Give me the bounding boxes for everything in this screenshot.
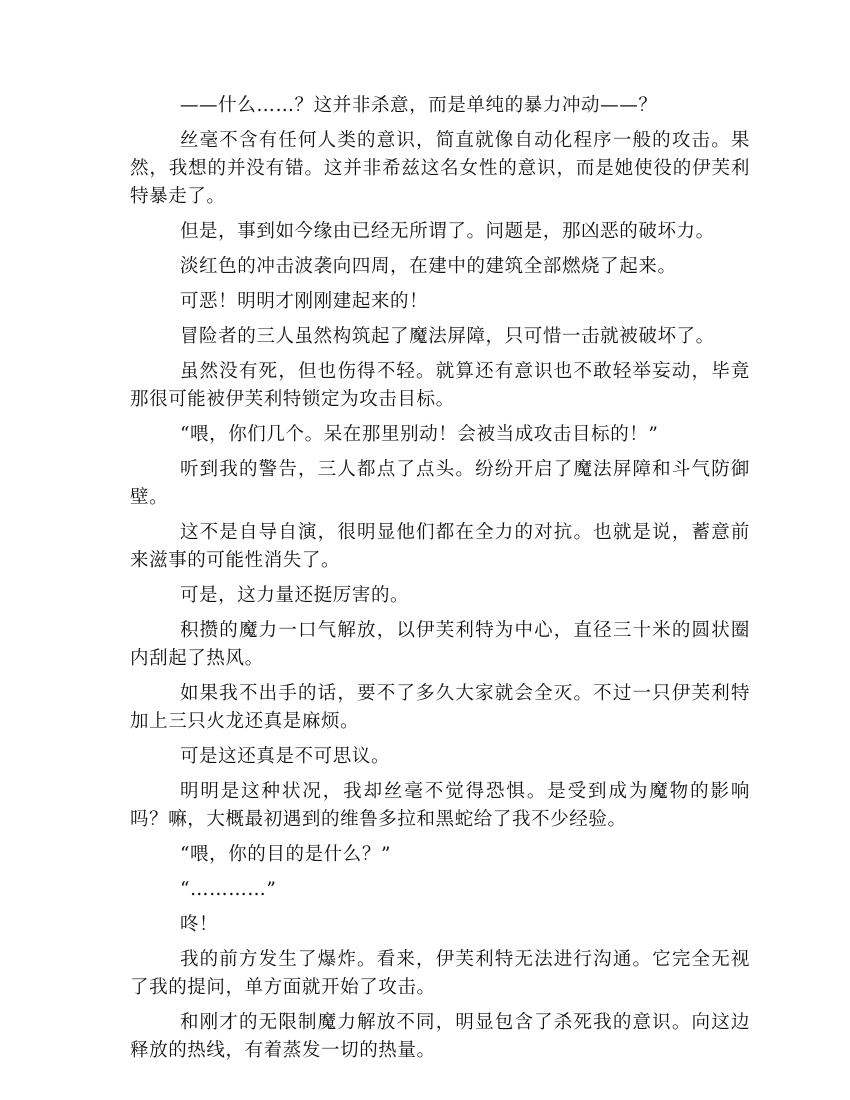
document-page (130, 92, 750, 1072)
paragraph: “喂，你的目的是什么？” (179, 844, 392, 865)
paragraph: 如果我不出手的话，要不了多久大家就会全灭。不过一只伊芙利特加上三只火龙还真是麻烦。 (130, 683, 750, 732)
paragraph: 这不是自导自演，很明显他们都在全力的对抗。也就是说，蓄意前来滋事的可能性消失了。 (130, 522, 750, 571)
paragraph: 明明是这种状况，我却丝毫不觉得恐惧。是受到成为魔物的影响吗？嘛，大概最初遇到的维鲁多拉和黑蛇给了我不少经验。 (130, 781, 750, 830)
paragraph: 听到我的警告，三人都点了点头。纷纷开启了魔法屏障和斗气防御壁。 (130, 459, 750, 508)
paragraph: 可恶！明明才刚刚建起来的！ (179, 291, 429, 312)
paragraph: 丝毫不含有任何人类的意识，简直就像自动化程序一般的攻击。果然，我想的并没有错。这并非希兹这名女性的意识，而是她使役的伊芙利特暴走了。 (130, 130, 750, 207)
paragraph: 和刚才的无限制魔力解放不同，明显包含了杀死我的意识。向这边释放的热线，有着蒸发一切的热量。 (130, 1012, 750, 1061)
paragraph: 冒险者的三人虽然构筑起了魔法屏障，只可惜一击就被破坏了。 (179, 326, 715, 347)
paragraph: “…………” (179, 879, 277, 900)
paragraph: 可是这还真是不可思议。 (179, 746, 391, 767)
paragraph: “喂，你们几个。呆在那里别动！会被当成攻击目标的！” (179, 424, 659, 445)
paragraph: 淡红色的冲击波袭向四周，在建中的建筑全部燃烧了起来。 (179, 256, 677, 277)
paragraph: 咚！ (179, 914, 219, 935)
paragraph: 积攒的魔力一口气解放，以伊芙利特为中心，直径三十米的圆状圈内刮起了热风。 (130, 620, 750, 669)
paragraph: 但是，事到如今缘由已经无所谓了。问题是，那凶恶的破坏力。 (179, 221, 715, 242)
paragraph: 可是，这力量还挺厉害的。 (179, 585, 410, 606)
paragraph: ——什么……？这并非杀意，而是单纯的暴力冲动——？ (179, 95, 658, 116)
paragraph: 虽然没有死，但也伤得不轻。就算还有意识也不敢轻举妄动，毕竟那很可能被伊芙利特锁定为攻击目标。 (130, 361, 750, 410)
paragraph: 我的前方发生了爆炸。看来，伊芙利特无法进行沟通。它完全无视了我的提问，单方面就开始了攻击。 (130, 949, 750, 998)
